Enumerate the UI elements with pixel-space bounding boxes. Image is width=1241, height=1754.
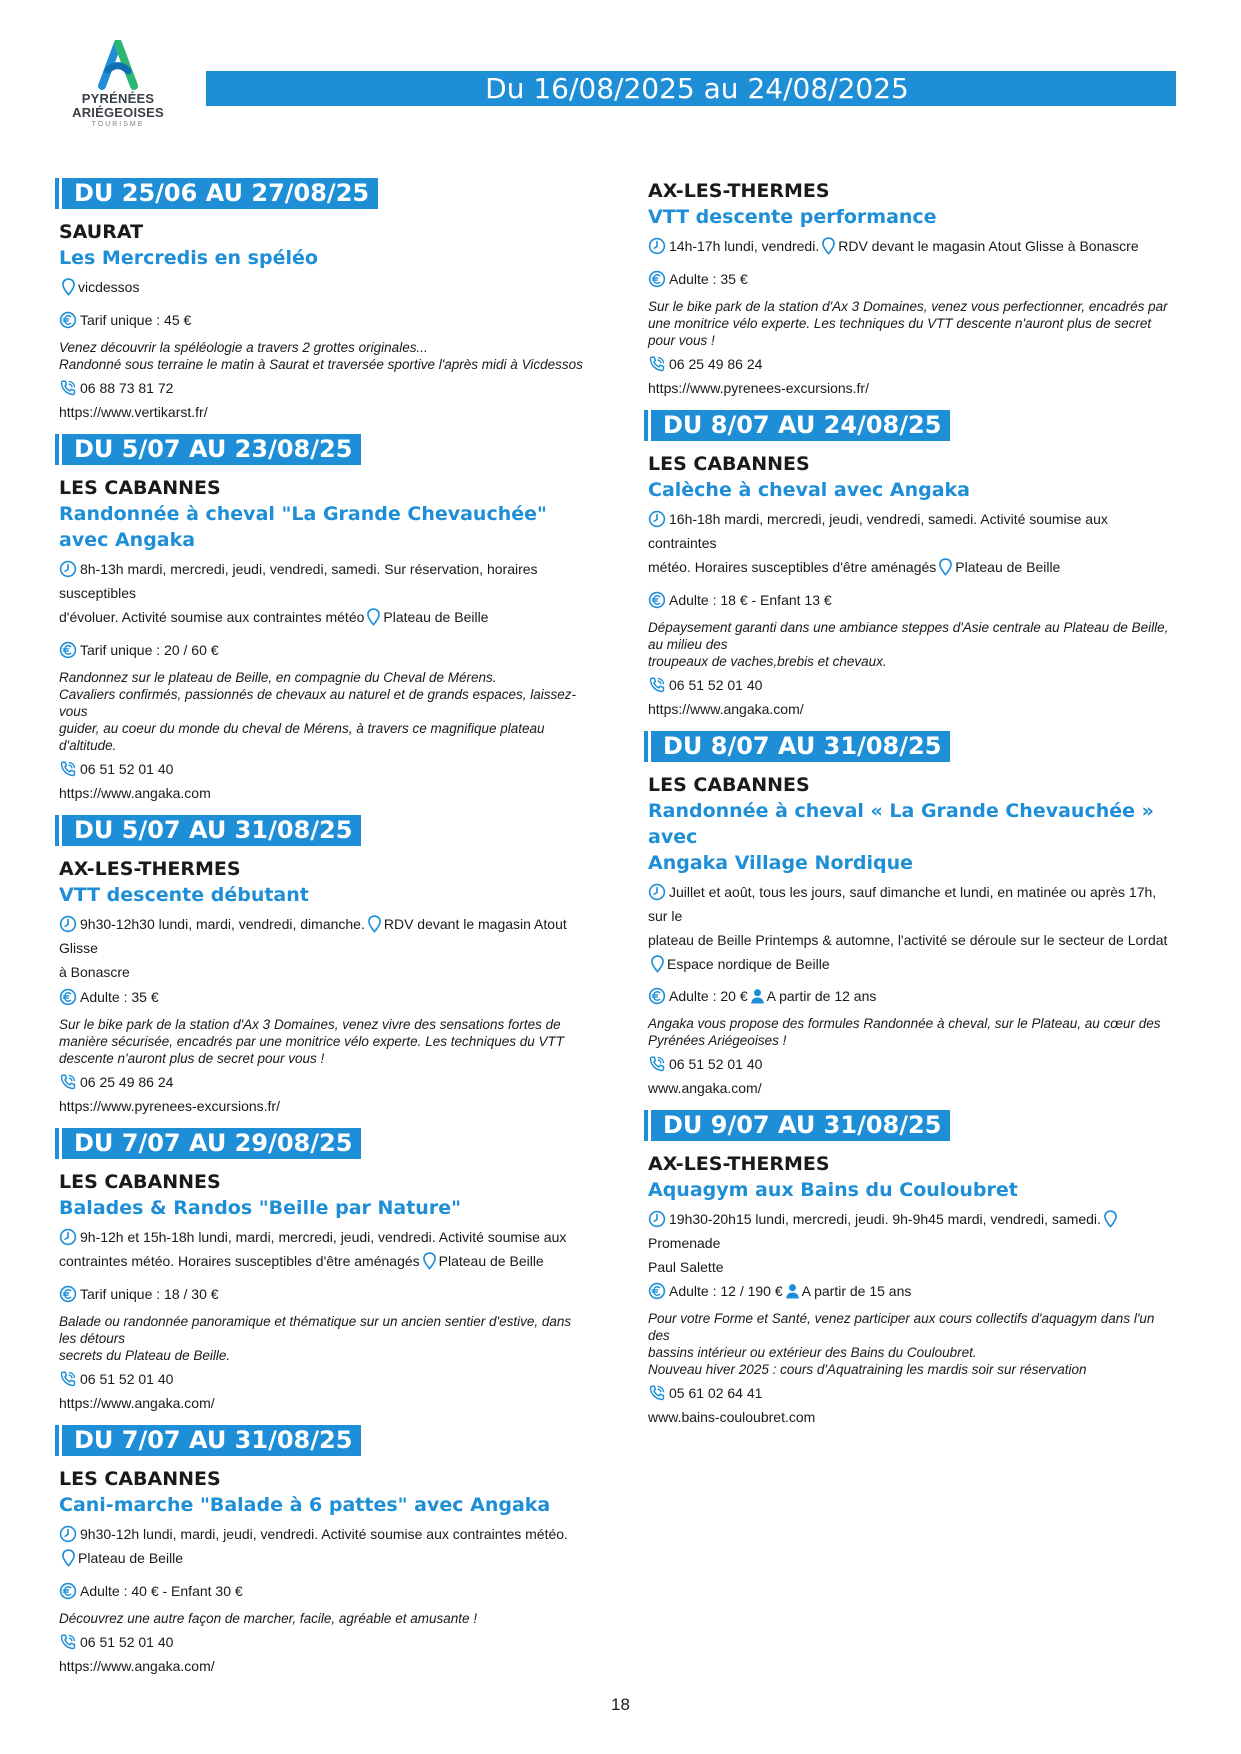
event-town: LES CABANNES bbox=[648, 774, 810, 796]
event-description: Venez découvrir la spéléologie a travers 2 grottes originales... Randonné sous terraine le matin à Saurat et traversée sportive l'après midi à Vicdessos bbox=[59, 340, 583, 372]
event-location: Plateau de Beille bbox=[383, 609, 489, 625]
event-url[interactable]: https://www.vertikarst.fr/ bbox=[59, 404, 208, 420]
phone-icon bbox=[59, 1370, 77, 1388]
event-title: Les Mercredis en spéléo bbox=[59, 247, 318, 269]
event-url[interactable]: https://www.pyrenees-excursions.fr/ bbox=[59, 1098, 280, 1114]
event-url[interactable]: www.bains-couloubret.com bbox=[648, 1409, 816, 1425]
clock-icon bbox=[59, 560, 77, 578]
phone-icon bbox=[59, 379, 77, 397]
event-url[interactable]: https://www.angaka.com bbox=[59, 785, 211, 801]
phone-icon bbox=[59, 760, 77, 778]
event-url[interactable]: https://www.pyrenees-excursions.fr/ bbox=[648, 380, 869, 396]
event-phone[interactable]: 06 51 52 01 40 bbox=[669, 677, 763, 693]
euro-icon bbox=[648, 987, 666, 1005]
event-card bbox=[59, 178, 589, 424]
event-card bbox=[59, 1425, 589, 1678]
person-icon bbox=[785, 1282, 800, 1300]
event-hours: 14h-17h lundi, vendredi. bbox=[669, 238, 820, 254]
event-phone[interactable]: 05 61 02 64 41 bbox=[669, 1385, 763, 1401]
event-price: Tarif unique : 20 / 60 € bbox=[80, 642, 219, 658]
event-url[interactable]: https://www.angaka.com/ bbox=[59, 1395, 215, 1411]
event-price: Adulte : 40 € - Enfant 30 € bbox=[80, 1583, 243, 1599]
event-description: Pour votre Forme et Santé, venez participer aux cours collectifs d'aquagym dans l'un des bassins intérieur ou extérieur des Bains du Couloubret. Nouveau hiver 2025 : cours d'Aquatraining les mardis soir sur réservation bbox=[648, 1311, 1155, 1377]
euro-icon bbox=[648, 591, 666, 609]
location-pin-icon bbox=[938, 558, 953, 576]
event-location: vicdessos bbox=[78, 279, 140, 295]
event-location: RDV devant le magasin Atout Glisse à Bonascre bbox=[838, 238, 1139, 254]
event-age: A partir de 12 ans bbox=[766, 988, 877, 1004]
clock-icon bbox=[59, 1525, 77, 1543]
event-price: Tarif unique : 18 / 30 € bbox=[80, 1286, 219, 1302]
event-description: Balade ou randonnée panoramique et thématique sur un ancien sentier d'estive, dans les détours secrets du Plateau de Beille. bbox=[59, 1314, 572, 1363]
event-location-cont: Paul Salette bbox=[648, 1259, 724, 1275]
event-town: SAURAT bbox=[59, 221, 144, 243]
event-title: VTT descente performance bbox=[648, 206, 937, 228]
event-title: Aquagym aux Bains du Couloubret bbox=[648, 1179, 1018, 1201]
event-card bbox=[59, 434, 589, 805]
clock-icon bbox=[648, 1210, 666, 1228]
date-badge: DU 8/07 AU 31/08/25 bbox=[651, 731, 950, 762]
event-town: LES CABANNES bbox=[59, 1468, 221, 1490]
event-hours-cont: contraintes météo. Horaires susceptibles d'être aménagés bbox=[59, 1253, 420, 1269]
brand-logo bbox=[68, 40, 168, 130]
event-location: Promenade bbox=[648, 1235, 721, 1251]
event-card bbox=[648, 178, 1178, 400]
event-hours: 16h-18h mardi, mercredi, jeudi, vendredi, samedi. Activité soumise aux contraintes bbox=[648, 511, 1108, 551]
euro-icon bbox=[59, 311, 77, 329]
date-badge: DU 7/07 AU 31/08/25 bbox=[62, 1425, 361, 1456]
location-pin-icon bbox=[367, 915, 382, 933]
euro-icon bbox=[648, 270, 666, 288]
event-hours: 8h-13h mardi, mercredi, jeudi, vendredi, samedi. Sur réservation, horaires susceptibles bbox=[59, 561, 538, 601]
event-description: Sur le bike park de la station d'Ax 3 Domaines, venez vous perfectionner, encadrés par une monitrice vélo experte. Les techniques du VTT descente n'auront plus de secret pour vous ! bbox=[648, 299, 1168, 348]
location-pin-icon bbox=[61, 1549, 76, 1567]
event-card bbox=[648, 1110, 1178, 1429]
location-pin-icon bbox=[366, 608, 381, 626]
date-badge: DU 25/06 AU 27/08/25 bbox=[62, 178, 378, 209]
euro-icon bbox=[59, 1582, 77, 1600]
date-badge: DU 8/07 AU 24/08/25 bbox=[651, 410, 950, 441]
event-price: Adulte : 20 € bbox=[669, 988, 748, 1004]
event-card bbox=[59, 1128, 589, 1415]
date-badge: DU 9/07 AU 31/08/25 bbox=[651, 1110, 950, 1141]
event-location: Plateau de Beille bbox=[78, 1550, 184, 1566]
person-icon bbox=[750, 987, 765, 1005]
phone-icon bbox=[648, 676, 666, 694]
event-card bbox=[648, 731, 1178, 1100]
event-title: Randonnée à cheval « La Grande Chevauchée » avec Angaka Village Nordique bbox=[648, 800, 1154, 874]
event-title: Balades & Randos "Beille par Nature" bbox=[59, 1197, 461, 1219]
date-badge: DU 5/07 AU 31/08/25 bbox=[62, 815, 361, 846]
event-location: Plateau de Beille bbox=[955, 559, 1061, 575]
pyrenees-logo-icon bbox=[96, 40, 140, 92]
event-hours-cont: météo. Horaires susceptibles d'être aménagés bbox=[648, 559, 937, 575]
event-town: AX-LES-THERMES bbox=[648, 1153, 830, 1175]
event-phone[interactable]: 06 88 73 81 72 bbox=[80, 380, 174, 396]
euro-icon bbox=[648, 1282, 666, 1300]
location-pin-icon bbox=[821, 237, 836, 255]
event-hours: 19h30-20h15 lundi, mercredi, jeudi. 9h-9h45 mardi, vendredi, samedi. bbox=[669, 1211, 1101, 1227]
event-phone[interactable]: 06 25 49 86 24 bbox=[80, 1074, 174, 1090]
event-hours-cont: d'évoluer. Activité soumise aux contraintes météo bbox=[59, 609, 365, 625]
event-card bbox=[648, 410, 1178, 721]
event-town: LES CABANNES bbox=[59, 477, 221, 499]
period-banner: Du 16/08/2025 au 24/08/2025 bbox=[206, 71, 1176, 106]
location-pin-icon bbox=[1103, 1210, 1118, 1228]
event-phone[interactable]: 06 25 49 86 24 bbox=[669, 356, 763, 372]
event-location-cont: à Bonascre bbox=[59, 964, 130, 980]
event-title: Cani-marche "Balade à 6 pattes" avec Angaka bbox=[59, 1494, 551, 1516]
phone-icon bbox=[59, 1633, 77, 1651]
brand-line1: PYRÉNÉES bbox=[81, 91, 155, 106]
phone-icon bbox=[648, 1384, 666, 1402]
location-pin-icon bbox=[61, 278, 76, 296]
clock-icon bbox=[648, 510, 666, 528]
event-location: Espace nordique de Beille bbox=[667, 956, 830, 972]
phone-icon bbox=[648, 1055, 666, 1073]
event-description: Randonnez sur le plateau de Beille, en compagnie du Cheval de Mérens. Cavaliers confirmés, passionnés de chevaux au naturel et de grands espaces, laissez-vous guider, au coeur du monde du cheval de Mérens, à travers ce magnifique plateau d'altitude. bbox=[59, 670, 577, 753]
clock-icon bbox=[59, 1228, 77, 1246]
brand-line3: TOURISME bbox=[91, 121, 145, 128]
event-hours-cont: plateau de Beille Printemps & automne, l'activité se déroule sur le secteur de Lordat bbox=[648, 932, 1168, 948]
event-town: AX-LES-THERMES bbox=[648, 180, 830, 202]
event-phone[interactable]: 06 51 52 01 40 bbox=[80, 1371, 174, 1387]
event-price: Adulte : 18 € - Enfant 13 € bbox=[669, 592, 832, 608]
clock-icon bbox=[648, 883, 666, 901]
page-number: 18 bbox=[611, 1695, 630, 1714]
event-location: Plateau de Beille bbox=[438, 1253, 544, 1269]
event-town: AX-LES-THERMES bbox=[59, 858, 241, 880]
event-price: Adulte : 35 € bbox=[80, 989, 159, 1005]
event-hours: 9h-12h et 15h-18h lundi, mardi, mercredi, jeudi, vendredi. Activité soumise aux bbox=[80, 1229, 567, 1245]
event-url[interactable]: https://www.angaka.com/ bbox=[59, 1658, 215, 1674]
event-description: Dépaysement garanti dans une ambiance steppes d'Asie centrale au Plateau de Beille, au milieu des troupeaux de vaches,brebis et chevaux. bbox=[648, 620, 1169, 669]
clock-icon bbox=[648, 237, 666, 255]
location-pin-icon bbox=[422, 1252, 437, 1270]
event-phone[interactable]: 06 51 52 01 40 bbox=[669, 1056, 763, 1072]
event-title: Calèche à cheval avec Angaka bbox=[648, 479, 970, 501]
euro-icon bbox=[59, 1285, 77, 1303]
location-pin-icon bbox=[650, 955, 665, 973]
event-price: Adulte : 35 € bbox=[669, 271, 748, 287]
event-hours: 9h30-12h30 lundi, mardi, vendredi, dimanche. bbox=[80, 916, 365, 932]
event-title: VTT descente débutant bbox=[59, 884, 309, 906]
event-description: Sur le bike park de la station d'Ax 3 Domaines, venez vivre des sensations fortes de manière sécurisée, encadrés par une monitrice vélo experte. Les techniques du VTT descente n'auront plus de secret pour vous ! bbox=[59, 1017, 565, 1066]
event-url[interactable]: https://www.angaka.com/ bbox=[648, 701, 804, 717]
event-url[interactable]: www.angaka.com/ bbox=[648, 1080, 762, 1096]
event-town: LES CABANNES bbox=[648, 453, 810, 475]
event-price: Tarif unique : 45 € bbox=[80, 312, 192, 328]
event-town: LES CABANNES bbox=[59, 1171, 221, 1193]
event-phone[interactable]: 06 51 52 01 40 bbox=[80, 761, 174, 777]
event-card bbox=[59, 815, 589, 1118]
euro-icon bbox=[59, 641, 77, 659]
date-badge: DU 5/07 AU 23/08/25 bbox=[62, 434, 361, 465]
event-description: Découvrez une autre façon de marcher, facile, agréable et amusante ! bbox=[59, 1611, 477, 1626]
event-phone[interactable]: 06 51 52 01 40 bbox=[80, 1634, 174, 1650]
euro-icon bbox=[59, 988, 77, 1006]
clock-icon bbox=[59, 915, 77, 933]
event-hours: Juillet et août, tous les jours, sauf dimanche et lundi, en matinée ou après 17h, sur le bbox=[648, 884, 1157, 924]
brand-line2: ARIÉGEOISES bbox=[72, 105, 164, 120]
event-age: A partir de 15 ans bbox=[801, 1283, 912, 1299]
date-badge: DU 7/07 AU 29/08/25 bbox=[62, 1128, 361, 1159]
event-title: Randonnée à cheval "La Grande Chevauchée" avec Angaka bbox=[59, 503, 547, 551]
event-hours: 9h30-12h lundi, mardi, jeudi, vendredi. Activité soumise aux contraintes météo. bbox=[80, 1526, 568, 1542]
phone-icon bbox=[59, 1073, 77, 1091]
event-location: RDV devant le magasin Atout Glisse bbox=[59, 916, 567, 956]
right-column bbox=[648, 178, 1178, 1439]
left-column bbox=[59, 178, 589, 1688]
event-price: Adulte : 12 / 190 € bbox=[669, 1283, 783, 1299]
phone-icon bbox=[648, 355, 666, 373]
event-description: Angaka vous propose des formules Randonnée à cheval, sur le Plateau, au cœur des Pyrénées Ariégeoises ! bbox=[648, 1016, 1161, 1048]
